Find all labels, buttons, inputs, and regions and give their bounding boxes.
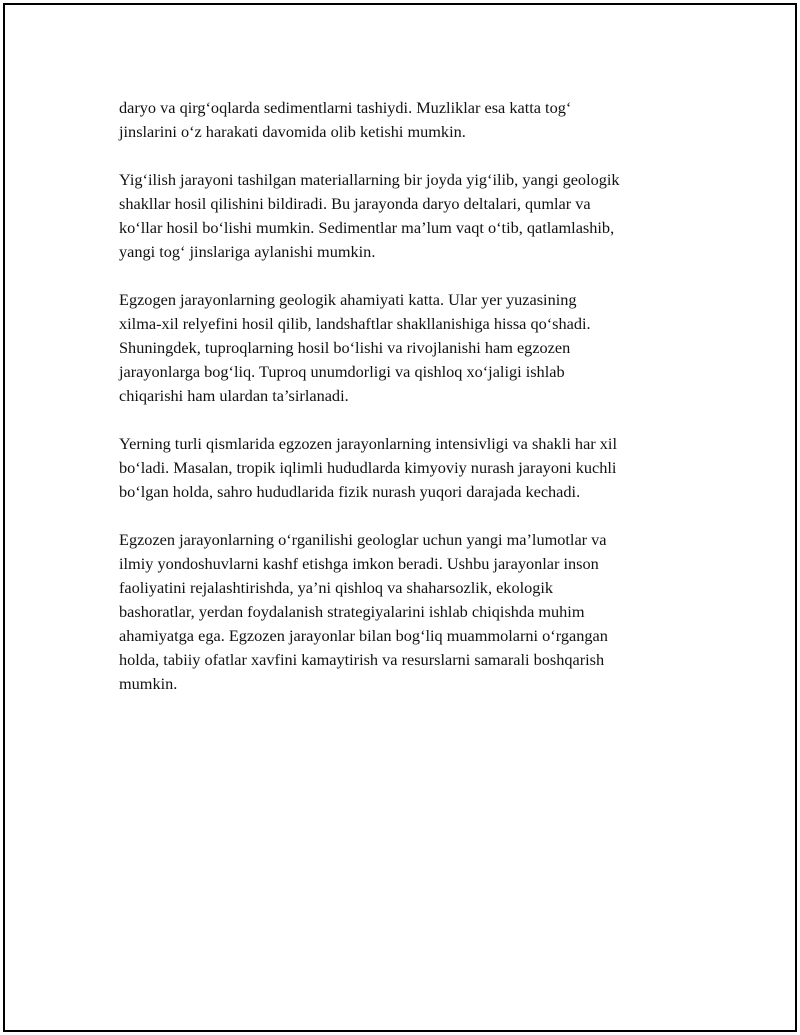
paragraph-3: Egzogen jarayonlarning geologik ahamiyati katta. Ular yer yuzasining xilma-xil relyefini hosil qilib, landshaftlar shakllanishiga hissa qo‘shadi. Shuningdek, tuproqlarning hosil bo‘lishi va rivojlanishi ham egzozen jarayonlarga bog‘liq. Tuproq unumdorligi va qishloq xo‘jaligi ishlab chiqarishi ham ulardan ta’sirlanadi.	[119, 290, 591, 405]
paragraph-5: Egzozen jarayonlarning o‘rganilishi geologlar uchun yangi ma’lumotlar va ilmiy yondoshuvlarni kashf etishga imkon beradi. Ushbu jarayonlar inson faoliyatini rejalashtirishda, ya’ni qishloq va shaharsozlik, ekologik bashoratlar, yerdan foydalanish strategiyalarini ishlab chiqishda muhim ahamiyatga ega. Egzozen jarayonlar bilan bog‘liq muammolarni o‘rgangan holda, tabiiy ofatlar xavfini kamaytirish va resurslarni samarali boshqarish mumkin.	[119, 530, 608, 693]
paragraph-4: Yerning turli qismlarida egzozen jarayonlarning intensivligi va shakli har xil bo‘ladi. Masalan, tropik iqlimli hududlarda kimyoviy nurash jarayoni kuchli bo‘lgan holda, sahro hududlarida fizik nurash yuqori darajada kechadi.	[119, 434, 617, 501]
paragraph-1: daryo va qirg‘oqlarda sedimentlarni tashiydi. Muzliklar esa katta tog‘ jinslarini o‘z harakati davomida olib ketishi mumkin.	[119, 98, 572, 141]
document-body	[119, 96, 699, 720]
paragraph-2: Yig‘ilish jarayoni tashilgan materiallarning bir joyda yig‘ilib, yangi geologik shakllar hosil qilishini bildiradi. Bu jarayonda daryo deltalari, qumlar va ko‘llar hosil bo‘lishi mumkin. Sedimentlar ma’lum vaqt o‘tib, qatlamlashib, yangi tog‘ jinslariga aylanishi mumkin.	[119, 170, 620, 261]
document-page	[3, 3, 797, 1032]
